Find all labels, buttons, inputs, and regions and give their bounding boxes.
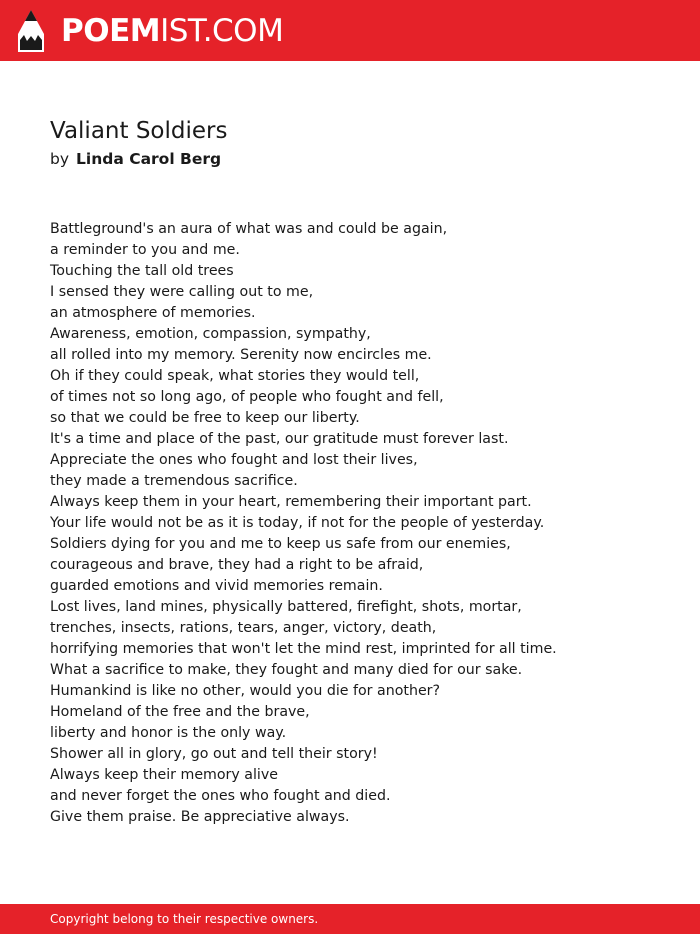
poem-line: Give them praise. Be appreciative always. [50, 809, 350, 825]
poem-line: an atmosphere of memories. [50, 305, 256, 321]
poem-line: I sensed they were calling out to me, [50, 284, 314, 300]
poem-line: Appreciate the ones who fought and lost their lives, [50, 452, 418, 468]
logo-text-bold: POEM [61, 13, 161, 49]
footer-bar [0, 904, 700, 934]
poem-line: Awareness, emotion, compassion, sympathy, [50, 326, 371, 342]
poem-line: Homeland of the free and the brave, [50, 704, 310, 720]
pencil-logo-icon [18, 10, 44, 52]
logo-text-light: IST.COM [160, 13, 284, 49]
poem-line: It's a time and place of the past, our gratitude must forever last. [50, 431, 509, 447]
poem-body [50, 219, 557, 828]
poem-line: a reminder to you and me. [50, 242, 240, 258]
poem-title: Valiant Soldiers [50, 118, 228, 144]
poem-line: horrifying memories that won't let the mind rest, imprinted for all time. [50, 641, 557, 657]
poem-line: Soldiers dying for you and me to keep us safe from our enemies, [50, 536, 511, 552]
poem-line: guarded emotions and vivid memories remain. [50, 578, 383, 594]
poem-line: Lost lives, land mines, physically battered, firefight, shots, mortar, [50, 599, 522, 615]
author-name: Linda Carol Berg [76, 150, 222, 168]
poem-line: Always keep them in your heart, remembering their important part. [50, 494, 532, 510]
poem-line: trenches, insects, rations, tears, anger, victory, death, [50, 620, 437, 636]
copyright-notice: Copyright belong to their respective owners. [50, 912, 319, 926]
by-label: by [50, 150, 70, 168]
poem-line: What a sacrifice to make, they fought and many died for our sake. [50, 662, 523, 678]
poem-line: Touching the tall old trees [50, 263, 234, 279]
header-bar [0, 0, 700, 61]
site-logo[interactable] [61, 11, 283, 51]
poem-line: and never forget the ones who fought and died. [50, 788, 391, 804]
poem-line: liberty and honor is the only way. [50, 725, 287, 741]
byline [50, 149, 221, 169]
poem-line: Humankind is like no other, would you die for another? [50, 683, 441, 699]
poem-line: Shower all in glory, go out and tell their story! [50, 746, 378, 762]
poem-line: courageous and brave, they had a right to be afraid, [50, 557, 424, 573]
poem-line: so that we could be free to keep our liberty. [50, 410, 360, 426]
poem-line: they made a tremendous sacrifice. [50, 473, 298, 489]
poem-line: Oh if they could speak, what stories they would tell, [50, 368, 420, 384]
poem-line: Always keep their memory alive [50, 767, 278, 783]
poem-line: of times not so long ago, of people who fought and fell, [50, 389, 444, 405]
poem-line: Your life would not be as it is today, if not for the people of yesterday. [50, 515, 545, 531]
poem-line: Battleground's an aura of what was and could be again, [50, 221, 448, 237]
poem-line: all rolled into my memory. Serenity now encircles me. [50, 347, 432, 363]
